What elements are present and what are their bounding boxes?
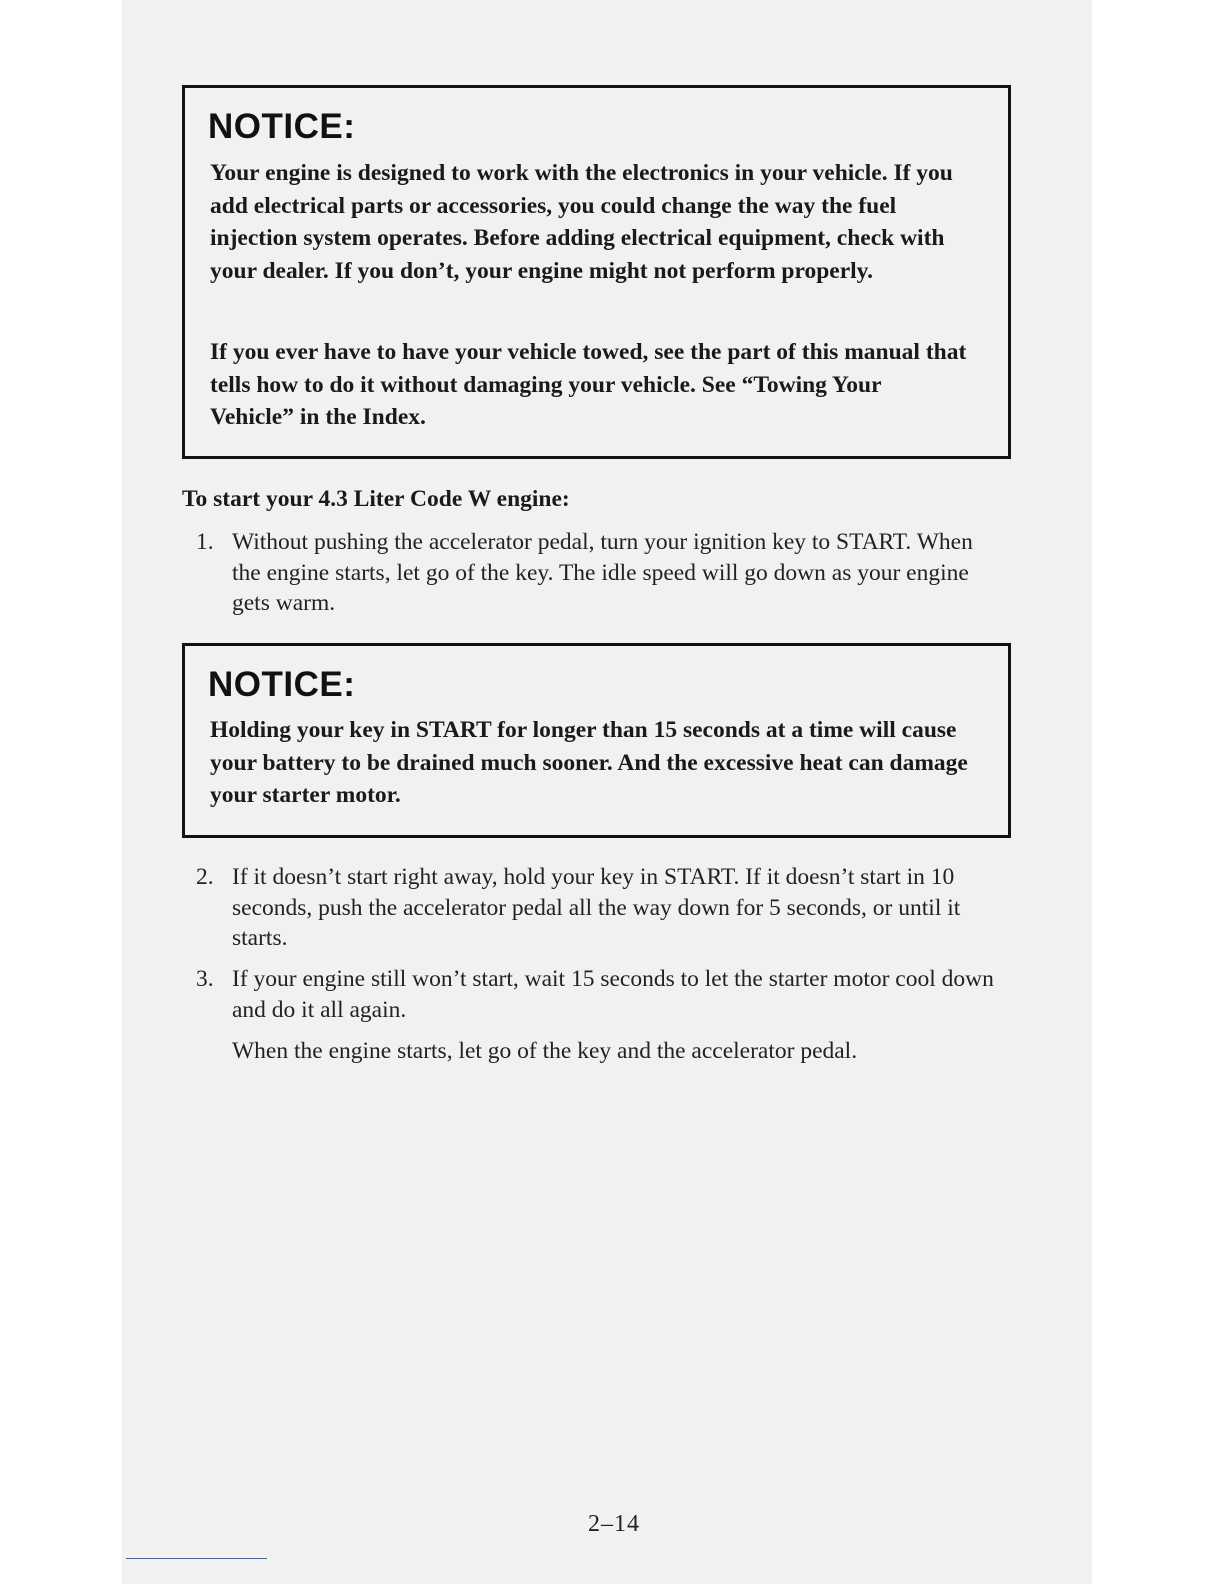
- step-text: If it doesn’t start right away, hold your key in START. If it doesn’t start in 10 seconds, push the accelerator pedal all the way down for 5 seconds, or until it starts.: [232, 864, 961, 951]
- step-text: Without pushing the accelerator pedal, turn your ignition key to START. When the engine starts, let go of the key. The idle speed will go down as your engine gets warm.: [232, 529, 973, 616]
- step-number: 3.: [196, 966, 214, 992]
- step-number: 1.: [196, 529, 214, 555]
- notice-title: NOTICE:: [208, 107, 356, 146]
- step-text: If your engine still won’t start, wait 15 seconds to let the starter motor cool down and do it all again.: [232, 966, 994, 1023]
- list-item: [196, 862, 1012, 954]
- notice-paragraph: Your engine is designed to work with the electronics in your vehicle. If you add electrical parts or accessories, you could change the way the fuel injection system operates. Before adding electrical equipment, check with your dealer. If you don’t, your engine might not perform properly.: [210, 160, 953, 284]
- closing-text: When the engine starts, let go of the key and the accelerator pedal.: [232, 1038, 858, 1064]
- list-item: [196, 527, 992, 619]
- list-item: [196, 964, 1002, 1025]
- page-number: 2–14: [588, 1511, 640, 1537]
- notice-paragraph: Holding your key in START for longer than 15 seconds at a time will cause your battery to be drained much sooner. And the excessive heat can damage your starter motor.: [210, 717, 968, 808]
- manual-page: [122, 0, 1092, 1584]
- notice-paragraph: If you ever have to have your vehicle towed, see the part of this manual that tells how to do it without damaging your vehicle. See “Towing Your Vehicle” in the Index.: [210, 339, 967, 430]
- notice-title: NOTICE:: [208, 665, 356, 704]
- section-heading: To start your 4.3 Liter Code W engine:: [182, 486, 570, 512]
- step-number: 2.: [196, 864, 214, 890]
- footer-rule: [126, 1558, 267, 1559]
